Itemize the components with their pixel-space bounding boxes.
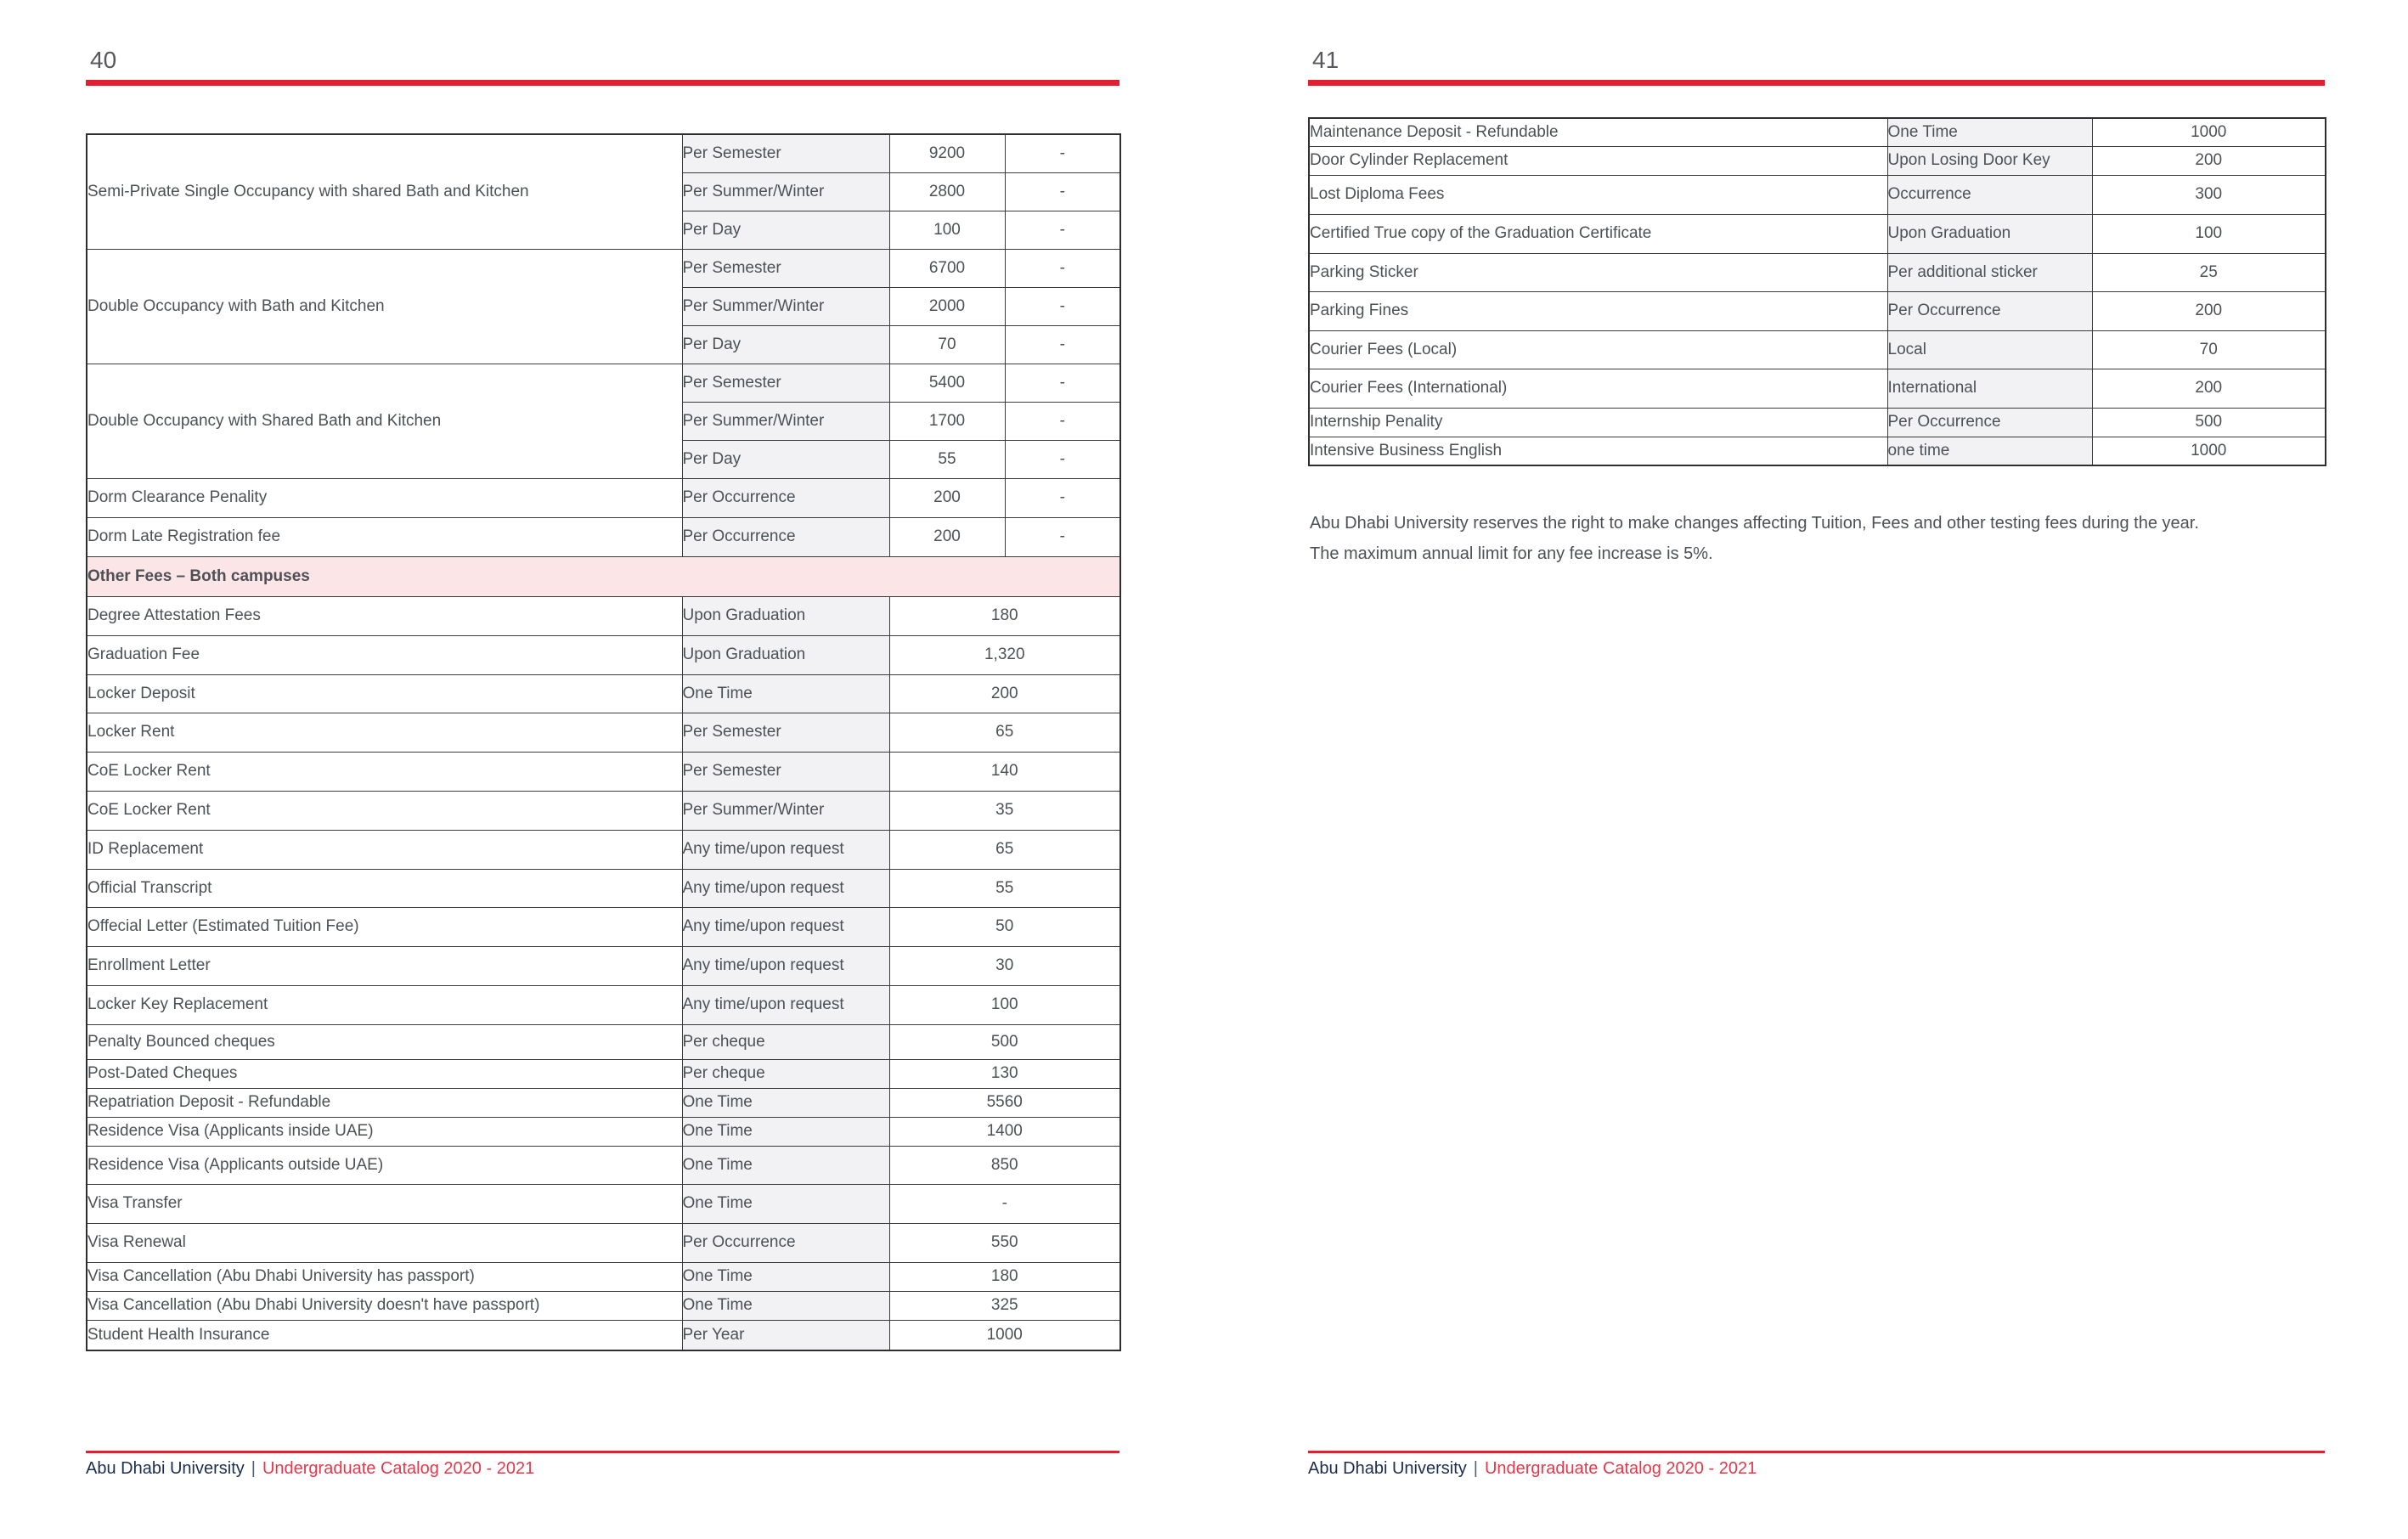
- fee-item-cell: Semi-Private Single Occupancy with shared Bath and Kitchen: [87, 134, 682, 249]
- fee-amount-cell: 200: [2092, 369, 2326, 408]
- footer-rule: [1308, 1451, 2325, 1453]
- page-40: [86, 0, 1119, 1539]
- table-row: [87, 596, 1120, 635]
- fee-amount-cell: 180: [889, 596, 1120, 635]
- fee-item-cell: Penalty Bounced cheques: [87, 1024, 682, 1059]
- fee-item-cell: Visa Cancellation (Abu Dhabi University has passport): [87, 1262, 682, 1291]
- fee-amount-cell: 65: [889, 713, 1120, 752]
- fee-period-cell: Any time/upon request: [682, 985, 889, 1024]
- table-row: [87, 1262, 1120, 1291]
- table-row: [87, 478, 1120, 517]
- fee-amount-cell: 9200: [889, 134, 1005, 172]
- fee-amount-cell: 1,320: [889, 635, 1120, 674]
- fee-period-cell: Per Summer/Winter: [682, 172, 889, 211]
- footer-catalog: Undergraduate Catalog 2020 - 2021: [1484, 1459, 1757, 1478]
- footer-separator: |: [1473, 1459, 1478, 1478]
- fee-item-cell: Intensive Business English: [1309, 437, 1887, 465]
- fees-table-misc: [1308, 117, 2326, 466]
- table-row: [87, 1059, 1120, 1088]
- table-row: [87, 1184, 1120, 1223]
- fee-amount-cell: 1400: [889, 1117, 1120, 1146]
- fees-table-dorm-and-other: [86, 133, 1121, 1351]
- fee-amount-cell: 1000: [889, 1320, 1120, 1350]
- fee-amount-cell: 200: [889, 674, 1120, 713]
- fee-period-cell: Upon Graduation: [682, 635, 889, 674]
- fee-item-cell: Maintenance Deposit - Refundable: [1309, 118, 1887, 146]
- fee-item-cell: Lost Diploma Fees: [1309, 175, 1887, 214]
- fee-item-cell: Degree Attestation Fees: [87, 596, 682, 635]
- fees-disclaimer-line2: The maximum annual limit for any fee increase is 5%.: [1310, 544, 1713, 563]
- header-rule: [1308, 80, 2325, 86]
- fee-amount-cell: 140: [889, 752, 1120, 791]
- table-row: [1309, 408, 2326, 437]
- fee-amount-cell: 200: [889, 517, 1005, 556]
- fee-amount-cell: 65: [889, 830, 1120, 869]
- fee-item-cell: CoE Locker Rent: [87, 752, 682, 791]
- fee-period-cell: One Time: [1887, 118, 2092, 146]
- fee-period-cell: Per Semester: [682, 752, 889, 791]
- fee-item-cell: Double Occupancy with Shared Bath and Kitchen: [87, 364, 682, 478]
- fee-period-cell: Per Occurrence: [682, 478, 889, 517]
- footer-university: Abu Dhabi University: [86, 1459, 245, 1478]
- table-row: [87, 364, 1120, 402]
- fee-period-cell: one time: [1887, 437, 2092, 465]
- fee-amount-cell: 325: [889, 1291, 1120, 1320]
- fee-period-cell: Local: [1887, 330, 2092, 369]
- table-row: [1309, 253, 2326, 291]
- fee-amount-cell: 70: [2092, 330, 2326, 369]
- table-row: [87, 791, 1120, 830]
- fee-period-cell: One Time: [682, 1117, 889, 1146]
- fee-period-cell: Per Summer/Winter: [682, 287, 889, 325]
- fee-amount-cell: 100: [2092, 214, 2326, 253]
- fee-period-cell: Per Occurrence: [682, 517, 889, 556]
- fee-amount-cell: 180: [889, 1262, 1120, 1291]
- fee-amount-cell: 55: [889, 440, 1005, 478]
- fee-extra-cell: -: [1005, 287, 1120, 325]
- table-row: [87, 1223, 1120, 1262]
- fee-item-cell: Door Cylinder Replacement: [1309, 146, 1887, 175]
- table-row: [1309, 369, 2326, 408]
- fee-period-cell: Upon Graduation: [682, 596, 889, 635]
- fee-item-cell: Dorm Late Registration fee: [87, 517, 682, 556]
- fee-item-cell: Locker Rent: [87, 713, 682, 752]
- fee-amount-cell: 2800: [889, 172, 1005, 211]
- fee-item-cell: Visa Renewal: [87, 1223, 682, 1262]
- page-41: [1308, 0, 2325, 1539]
- table-row: [1309, 175, 2326, 214]
- fee-period-cell: International: [1887, 369, 2092, 408]
- fee-item-cell: Internship Penality: [1309, 408, 1887, 437]
- fee-amount-cell: -: [889, 1184, 1120, 1223]
- fee-item-cell: Courier Fees (Local): [1309, 330, 1887, 369]
- fee-period-cell: Per Occurrence: [682, 1223, 889, 1262]
- table-row: [87, 713, 1120, 752]
- fee-amount-cell: 500: [2092, 408, 2326, 437]
- fee-item-cell: Double Occupancy with Bath and Kitchen: [87, 249, 682, 364]
- fee-period-cell: One Time: [682, 1088, 889, 1117]
- fee-extra-cell: -: [1005, 440, 1120, 478]
- fee-extra-cell: -: [1005, 517, 1120, 556]
- fee-amount-cell: 5400: [889, 364, 1005, 402]
- header-rule: [86, 80, 1119, 86]
- fee-item-cell: Locker Key Replacement: [87, 985, 682, 1024]
- fee-extra-cell: -: [1005, 325, 1120, 364]
- table-row: [87, 517, 1120, 556]
- table-row: [87, 907, 1120, 946]
- fee-extra-cell: -: [1005, 211, 1120, 249]
- fee-item-cell: Parking Sticker: [1309, 253, 1887, 291]
- section-header: Other Fees – Both campuses: [87, 556, 1120, 596]
- fee-period-cell: Per Summer/Winter: [682, 402, 889, 440]
- fee-amount-cell: 55: [889, 869, 1120, 907]
- fee-period-cell: One Time: [682, 1291, 889, 1320]
- fee-extra-cell: -: [1005, 478, 1120, 517]
- footer-catalog: Undergraduate Catalog 2020 - 2021: [262, 1459, 535, 1478]
- fee-extra-cell: -: [1005, 402, 1120, 440]
- fee-item-cell: ID Replacement: [87, 830, 682, 869]
- fee-period-cell: Per Semester: [682, 713, 889, 752]
- fee-period-cell: Any time/upon request: [682, 907, 889, 946]
- table-row: [87, 134, 1120, 172]
- fee-extra-cell: -: [1005, 134, 1120, 172]
- fee-item-cell: Residence Visa (Applicants outside UAE): [87, 1146, 682, 1184]
- fee-period-cell: Per Summer/Winter: [682, 791, 889, 830]
- fee-period-cell: Per Day: [682, 211, 889, 249]
- fee-amount-cell: 500: [889, 1024, 1120, 1059]
- table-row: [87, 1024, 1120, 1059]
- table-row: [87, 249, 1120, 287]
- fee-amount-cell: 6700: [889, 249, 1005, 287]
- fee-period-cell: One Time: [682, 1184, 889, 1223]
- fee-item-cell: Student Health Insurance: [87, 1320, 682, 1350]
- fee-amount-cell: 100: [889, 211, 1005, 249]
- table-row: [87, 1291, 1120, 1320]
- fee-amount-cell: 550: [889, 1223, 1120, 1262]
- fee-amount-cell: 70: [889, 325, 1005, 364]
- fee-period-cell: Any time/upon request: [682, 869, 889, 907]
- fee-period-cell: Per Occurrence: [1887, 408, 2092, 437]
- fee-period-cell: Per cheque: [682, 1024, 889, 1059]
- fees-disclaimer-line1: Abu Dhabi University reserves the right to make changes affecting Tuition, Fees and other testing fees during the year.: [1310, 514, 2199, 533]
- fee-period-cell: Per cheque: [682, 1059, 889, 1088]
- fee-item-cell: Residence Visa (Applicants inside UAE): [87, 1117, 682, 1146]
- page-number: 41: [1312, 47, 1339, 73]
- page-number: 40: [90, 47, 117, 73]
- table-row: [1309, 330, 2326, 369]
- fee-item-cell: Offecial Letter (Estimated Tuition Fee): [87, 907, 682, 946]
- table-row: [87, 635, 1120, 674]
- fee-period-cell: Any time/upon request: [682, 946, 889, 985]
- table-row: [1309, 118, 2326, 146]
- fee-item-cell: Visa Transfer: [87, 1184, 682, 1223]
- fee-amount-cell: 200: [2092, 291, 2326, 330]
- fee-amount-cell: 1000: [2092, 437, 2326, 465]
- fee-amount-cell: 130: [889, 1059, 1120, 1088]
- table-row: [87, 985, 1120, 1024]
- fee-extra-cell: -: [1005, 172, 1120, 211]
- table-row: [87, 869, 1120, 907]
- fee-period-cell: Per Year: [682, 1320, 889, 1350]
- table-row: [1309, 291, 2326, 330]
- fee-amount-cell: 300: [2092, 175, 2326, 214]
- fee-item-cell: Repatriation Deposit - Refundable: [87, 1088, 682, 1117]
- fee-amount-cell: 850: [889, 1146, 1120, 1184]
- fees-disclaimer: [1310, 508, 2199, 569]
- table-row: [87, 556, 1120, 596]
- table-row: [87, 1146, 1120, 1184]
- fee-period-cell: Per Occurrence: [1887, 291, 2092, 330]
- fee-item-cell: Visa Cancellation (Abu Dhabi University doesn't have passport): [87, 1291, 682, 1320]
- fee-amount-cell: 30: [889, 946, 1120, 985]
- fee-period-cell: Occurrence: [1887, 175, 2092, 214]
- fee-period-cell: Per Day: [682, 440, 889, 478]
- fee-amount-cell: 50: [889, 907, 1120, 946]
- fee-extra-cell: -: [1005, 249, 1120, 287]
- table-row: [87, 752, 1120, 791]
- fee-item-cell: Certified True copy of the Graduation Certificate: [1309, 214, 1887, 253]
- footer-rule: [86, 1451, 1119, 1453]
- footer-university: Abu Dhabi University: [1308, 1459, 1467, 1478]
- table-row: [1309, 146, 2326, 175]
- fee-item-cell: Courier Fees (International): [1309, 369, 1887, 408]
- fee-period-cell: Per Day: [682, 325, 889, 364]
- fee-amount-cell: 1000: [2092, 118, 2326, 146]
- fee-period-cell: Any time/upon request: [682, 830, 889, 869]
- fee-amount-cell: 100: [889, 985, 1120, 1024]
- fee-amount-cell: 35: [889, 791, 1120, 830]
- fee-period-cell: Per Semester: [682, 249, 889, 287]
- footer-separator: |: [251, 1459, 256, 1478]
- fee-item-cell: Enrollment Letter: [87, 946, 682, 985]
- fee-item-cell: Official Transcript: [87, 869, 682, 907]
- fee-period-cell: Per additional sticker: [1887, 253, 2092, 291]
- fee-extra-cell: -: [1005, 364, 1120, 402]
- fee-period-cell: Per Semester: [682, 364, 889, 402]
- fee-amount-cell: 5560: [889, 1088, 1120, 1117]
- table-row: [87, 1117, 1120, 1146]
- table-row: [1309, 437, 2326, 465]
- fee-period-cell: Upon Losing Door Key: [1887, 146, 2092, 175]
- fee-item-cell: Dorm Clearance Penality: [87, 478, 682, 517]
- fee-amount-cell: 200: [2092, 146, 2326, 175]
- table-row: [87, 946, 1120, 985]
- fee-period-cell: One Time: [682, 1146, 889, 1184]
- fee-item-cell: CoE Locker Rent: [87, 791, 682, 830]
- fee-item-cell: Post-Dated Cheques: [87, 1059, 682, 1088]
- table-row: [87, 674, 1120, 713]
- fee-amount-cell: 200: [889, 478, 1005, 517]
- fee-amount-cell: 25: [2092, 253, 2326, 291]
- fee-amount-cell: 2000: [889, 287, 1005, 325]
- fee-item-cell: Graduation Fee: [87, 635, 682, 674]
- fee-period-cell: Upon Graduation: [1887, 214, 2092, 253]
- table-row: [87, 1320, 1120, 1350]
- footer: [86, 1457, 534, 1480]
- fee-period-cell: Per Semester: [682, 134, 889, 172]
- table-row: [1309, 214, 2326, 253]
- fee-amount-cell: 1700: [889, 402, 1005, 440]
- fee-item-cell: Parking Fines: [1309, 291, 1887, 330]
- table-row: [87, 1088, 1120, 1117]
- footer: [1308, 1457, 1757, 1480]
- fee-period-cell: One Time: [682, 1262, 889, 1291]
- fee-period-cell: One Time: [682, 674, 889, 713]
- fee-item-cell: Locker Deposit: [87, 674, 682, 713]
- table-row: [87, 830, 1120, 869]
